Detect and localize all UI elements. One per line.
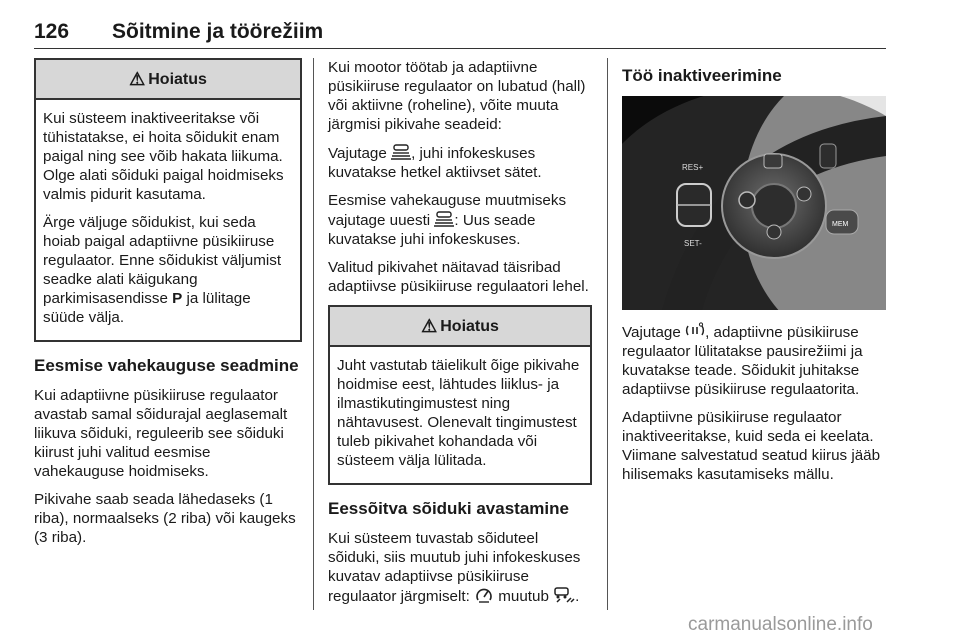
- acc-gauge-icon: [474, 586, 494, 604]
- button-acc-pause[interactable]: [739, 192, 755, 208]
- label-mem: MEM: [832, 221, 849, 228]
- button-right-icon[interactable]: [797, 187, 811, 201]
- header-rule: [34, 48, 886, 49]
- section-title: Sõitmine ja töörežiim: [112, 20, 324, 43]
- button-gap[interactable]: [764, 154, 782, 168]
- paragraph-gap-press: Vajutage , juhi infokeskuses kuvatakse hetkel aktiivset sätet.: [328, 145, 542, 181]
- paragraph-vehicle-ahead: Kui süsteem tuvastab sõiduteel sõiduki, siis muutub juhi infokeskuses kuvatav adaptiivse püsikiiruse regulaator järgmiselt: muutub .: [328, 530, 581, 605]
- warning-triangle-icon-2: ⚠: [421, 315, 438, 336]
- paragraph-gap-change: Eesmise vahekauguse muutmiseks vajutage uuesti : Uus seade kuvatakse juhi infokeskuses.: [328, 192, 567, 248]
- column-3: [622, 58, 892, 493]
- warning-header-2: [330, 307, 590, 347]
- paragraph-following-2: Pikivahe saab seada lähedaseks (1 riba), normaalseks (2 riba) või kaugeks (3 riba).: [34, 491, 296, 546]
- column-divider-2: [607, 58, 608, 610]
- label-res: RES+: [682, 163, 704, 172]
- gear-position-p: P: [172, 290, 183, 307]
- label-set: SET-: [684, 239, 702, 248]
- button-top-right[interactable]: [820, 144, 836, 168]
- column-divider-1: [313, 58, 314, 610]
- warning-title-2: Hoiatus: [440, 317, 499, 335]
- column-1: [34, 58, 302, 556]
- steering-wheel-figure: [622, 96, 886, 310]
- acc-vehicle-ahead-icon: [553, 586, 575, 604]
- warning-title: Hoiatus: [148, 70, 207, 88]
- warning-box-2: [328, 305, 592, 485]
- warning-body-2: [330, 347, 590, 483]
- paragraph-gap-intro: Kui mootor töötab ja adaptiivne püsikiiruse regulaator on lubatud (hall) või aktiivne (roheline), võite muuta järgmisi pikivahe seadeid:: [328, 59, 586, 133]
- warning-text-2: Ärge väljuge sõidukist, kui seda hoiab paigal adaptiivne püsikiiruse regulaator. Enne sõidukist väljumist seadke alati käigukang parkimisasendisse P ja lülitage süüde välja.: [43, 214, 282, 326]
- heading-deactivation: Töö inaktiveerimine: [622, 66, 782, 85]
- heading-vehicle-ahead: Eessõitva sõiduki avastamine: [328, 499, 569, 518]
- paragraph-pause: Vajutage , adaptiivne püsikiiruse regulaator lülitatakse pausirežiimi ja kuvatakse teade. Sõidukit juhitakse adaptiivse püsikiiruse regulaatorita.: [622, 324, 863, 398]
- button-bottom-icon[interactable]: [767, 225, 781, 239]
- warning-header: [36, 60, 300, 100]
- following-gap-icon: [391, 143, 411, 161]
- paragraph-deactivated: Adaptiivne püsikiiruse regulaator inaktiveeritakse, kuid seda ei keelata. Viimane salvestatud seatud kiirus jääb hilisemaks kasutamiseks mällu.: [622, 409, 881, 483]
- acc-pause-icon: [685, 322, 705, 340]
- warning-triangle-icon: ⚠: [129, 68, 146, 89]
- paragraph-following-1: Kui adaptiivne püsikiiruse regulaator avastab samal sõidurajal aeglasemalt liikuva sõiduki, reguleerib see sõiduki kiirust juhi valitud eesmise vahekauguse hoidmiseks.: [34, 387, 288, 480]
- watermark: carmanualsonline.info: [688, 614, 873, 635]
- following-gap-icon-2: [434, 210, 454, 228]
- column-2: [328, 58, 592, 615]
- heading-following-distance: Eesmise vahekauguse seadmine: [34, 356, 299, 375]
- page-number: 126: [34, 20, 70, 43]
- warning-box-1: [34, 58, 302, 342]
- steering-wheel-controls-illustration: [622, 96, 886, 310]
- warning-body: [36, 100, 300, 340]
- page-header: [34, 18, 884, 48]
- paragraph-gap-bars: Valitud pikivahet näitavad täisribad adaptiivse püsikiiruse regulaatori lehel.: [328, 259, 589, 295]
- warning-text-3: Juht vastutab täielikult õige pikivahe hoidmise eest, lähtudes liiklus- ja ilmastikutingimustest ning nähtavusest. Olenevalt tingimustest tuleb pikivahet kohandada või süsteem välja lülitada.: [337, 357, 580, 469]
- warning-text-1: Kui süsteem inaktiveeritakse või tühistatakse, ei hoita sõidukit enam paigal ning see võib hakata liikuma. Olge alati sõiduki paigal hoidmiseks valmis pidurit kasutama.: [43, 110, 284, 203]
